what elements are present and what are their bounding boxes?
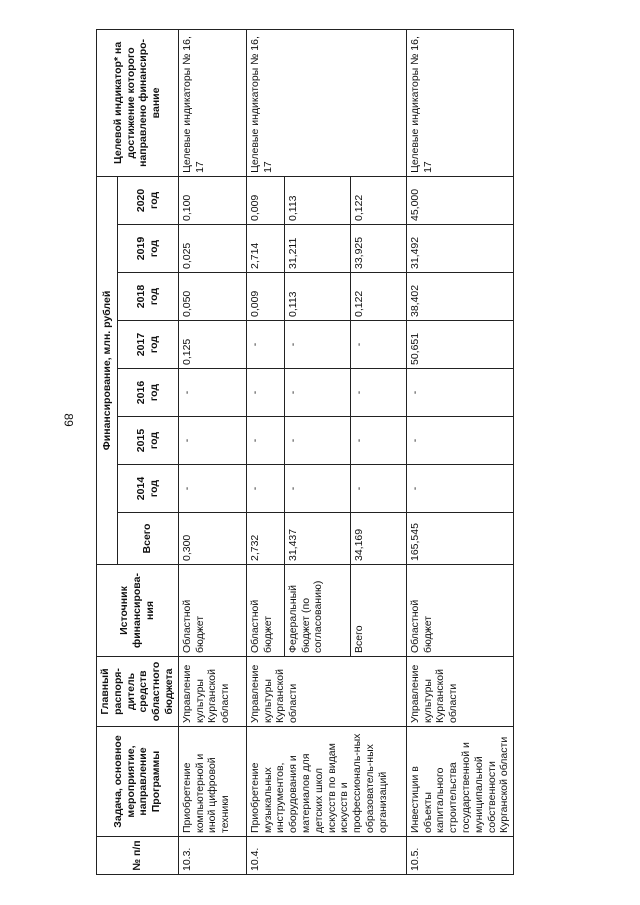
financing-table xyxy=(96,29,514,875)
year-value: 0,100 xyxy=(178,176,246,224)
year-value: 0,125 xyxy=(178,321,246,369)
row-total: 34,169 xyxy=(350,513,406,565)
header-year: 2014 год xyxy=(117,465,178,513)
row-manager: Управление культуры Курганской области xyxy=(406,657,513,727)
row-total: 0,300 xyxy=(178,513,246,565)
row-num: 10.4. xyxy=(246,837,406,875)
header-source: Источник финансирова-ния xyxy=(97,565,179,657)
row-source: Областной бюджет xyxy=(178,565,246,657)
year-value: 0,009 xyxy=(246,176,284,224)
row-manager: Управление культуры Курганской области xyxy=(178,657,246,727)
row-target: Целевые индикаторы № 16, 17 xyxy=(246,29,406,176)
year-value: 45,000 xyxy=(406,176,513,224)
year-value: - xyxy=(406,465,513,513)
year-value: - xyxy=(246,369,284,417)
year-value: 38,402 xyxy=(406,273,513,321)
page-number: 89 xyxy=(61,413,76,427)
year-value: 0,122 xyxy=(350,273,406,321)
table-row xyxy=(406,29,513,874)
row-source: Областной бюджет xyxy=(406,565,513,657)
table-row xyxy=(246,29,284,874)
year-value: - xyxy=(350,369,406,417)
header-num: № п/п xyxy=(97,837,179,875)
header-year: 2016 год xyxy=(117,369,178,417)
header-year: 2015 год xyxy=(117,417,178,465)
row-source: Областной бюджет xyxy=(246,565,284,657)
year-value: - xyxy=(178,417,246,465)
header-year: 2018 год xyxy=(117,273,178,321)
year-value: - xyxy=(284,465,350,513)
year-value: - xyxy=(246,417,284,465)
row-target: Целевые индикаторы № 16, 17 xyxy=(406,29,513,176)
year-value: 0,122 xyxy=(350,176,406,224)
year-value: - xyxy=(406,417,513,465)
row-task: Инвестиции в объекты капитального строительства государственной и муниципальной собственности Курганской области xyxy=(406,727,513,837)
header-year: 2020 год xyxy=(117,176,178,224)
year-value: - xyxy=(284,369,350,417)
row-task: Приобретение компьютерной и иной цифровой техники xyxy=(178,727,246,837)
year-value: - xyxy=(178,465,246,513)
row-source: Всего xyxy=(350,565,406,657)
header-financing: Финансирование, млн. рублей xyxy=(97,176,118,564)
row-task: Приобретение музыкальных инструментов, оборудования и материалов для детских школ искусств по видам искусств и профессиональ-ных образователь-ных организаций xyxy=(246,727,406,837)
header-target: Целевой индикатор* на достижение которого направлено финансиро-вание xyxy=(97,29,179,176)
row-num: 10.5. xyxy=(406,837,513,875)
year-value: 0,009 xyxy=(246,273,284,321)
year-value: - xyxy=(406,369,513,417)
year-value: - xyxy=(246,321,284,369)
row-total: 31,437 xyxy=(284,513,350,565)
year-value: 0,025 xyxy=(178,225,246,273)
year-value: - xyxy=(178,369,246,417)
year-value: - xyxy=(350,465,406,513)
year-value: 33,925 xyxy=(350,225,406,273)
header-manager: Главный распоря-дитель средств областного бюджета xyxy=(97,657,179,727)
row-source: Федеральный бюджет (по согласованию) xyxy=(284,565,350,657)
year-value: 50,651 xyxy=(406,321,513,369)
rotated-page xyxy=(96,30,521,875)
year-value: - xyxy=(350,321,406,369)
year-value: - xyxy=(284,321,350,369)
header-year: 2019 год xyxy=(117,225,178,273)
year-value: - xyxy=(350,417,406,465)
header-total: Всего xyxy=(117,513,178,565)
row-num: 10.3. xyxy=(178,837,246,875)
header-year: 2017 год xyxy=(117,321,178,369)
year-value: 0,113 xyxy=(284,176,350,224)
year-value: 31,492 xyxy=(406,225,513,273)
row-total: 2,732 xyxy=(246,513,284,565)
year-value: 0,050 xyxy=(178,273,246,321)
year-value: - xyxy=(284,417,350,465)
year-value: 2,714 xyxy=(246,225,284,273)
year-value: 31,211 xyxy=(284,225,350,273)
table-row xyxy=(178,29,246,874)
header-task: Задача, основное мероприятие, направление Программы xyxy=(97,727,179,837)
year-value: - xyxy=(246,465,284,513)
row-manager: Управление культуры Курганской области xyxy=(246,657,406,727)
year-value: 0,113 xyxy=(284,273,350,321)
row-total: 165,545 xyxy=(406,513,513,565)
row-target: Целевые индикаторы № 16, 17 xyxy=(178,29,246,176)
